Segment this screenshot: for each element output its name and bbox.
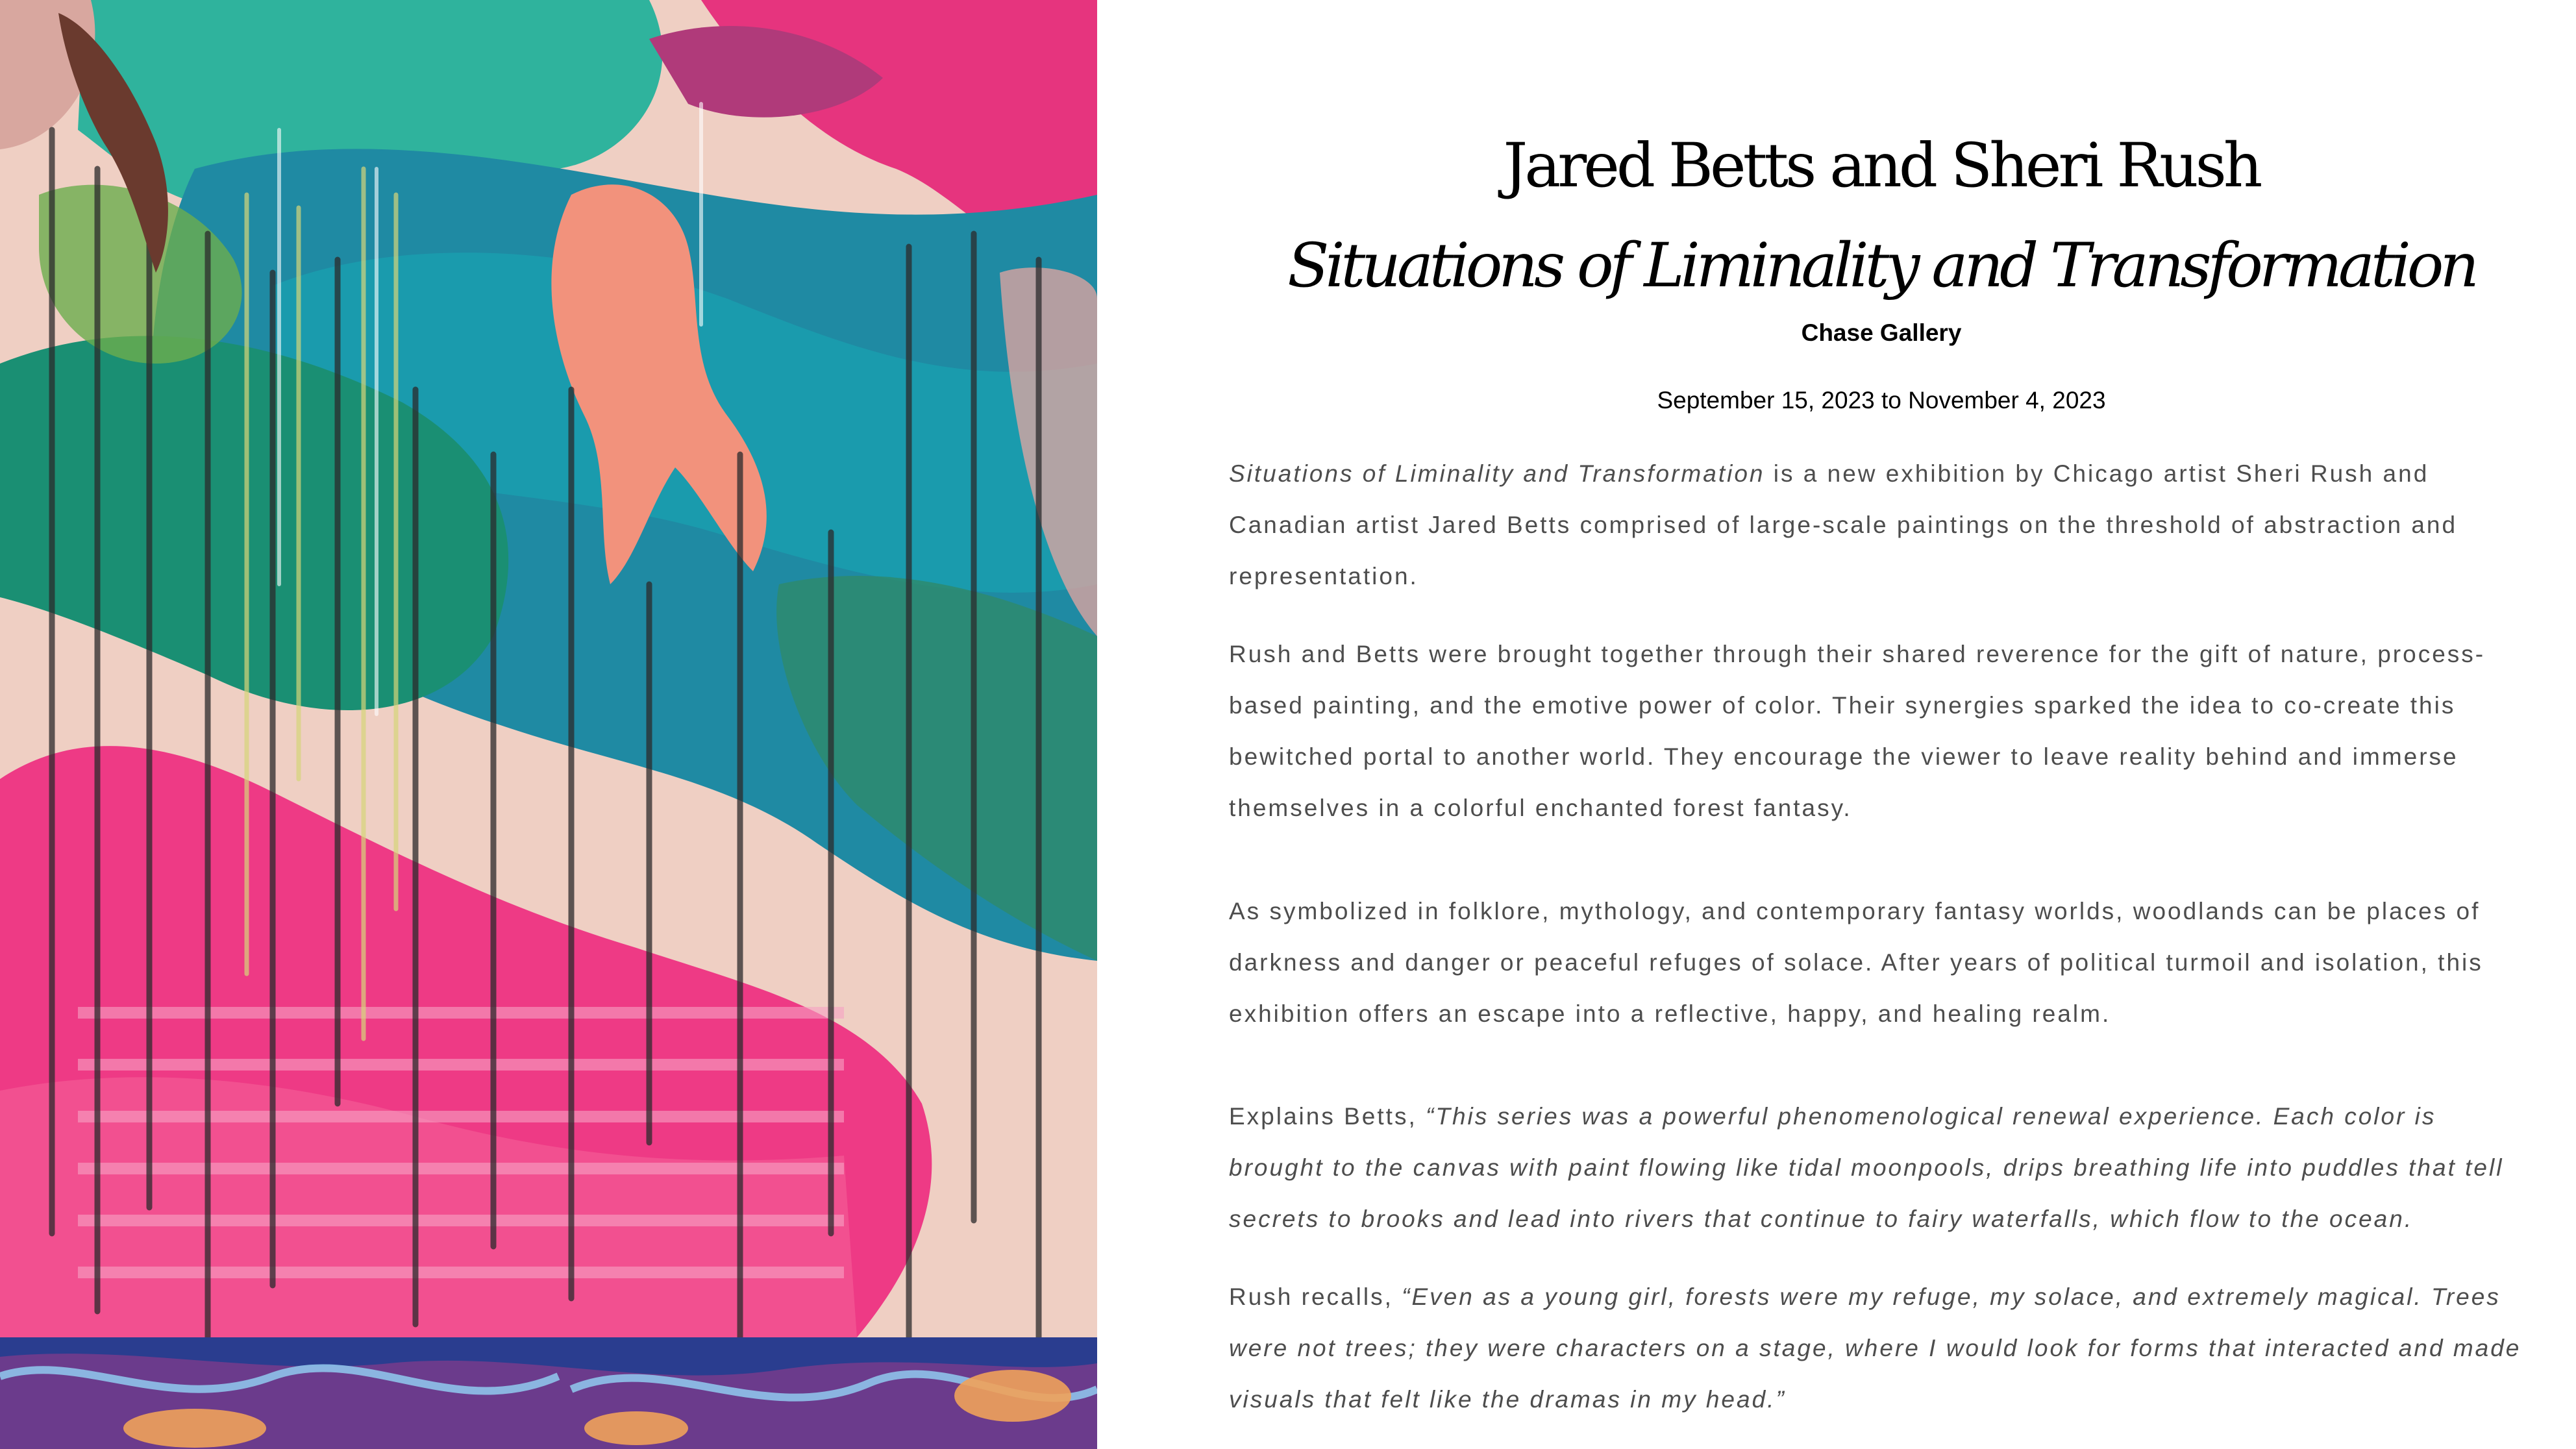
- venue-name: Chase Gallery: [1801, 319, 1962, 346]
- exhibition-dates: September 15, 2023 to November 4, 2023: [1657, 387, 2106, 414]
- collaboration-paragraph: Rush and Betts were brought together through their shared reverence for the gift of nature, process-based painting, and the emotive power of color. Their synergies sparked the idea to co-create this bewitched portal to another world. They encourage the viewer to leave reality behind and immerse themselves in a colorful enchanted forest fantasy.: [1229, 641, 2486, 821]
- betts-quote: “This series was a powerful phenomenological renewal experience. Each color is brought to the canvas with paint flowing like tidal moonpools, drips breathing life into puddles that tell secrets to brooks and lead into rivers that continue to fairy waterfalls, which flow to the ocean.: [1229, 1103, 2504, 1232]
- exhibition-title: Situations of Liminality and Transformation: [1287, 230, 2475, 301]
- intro-text: is a new exhibition by Chicago artist Sheri Rush and Canadian artist Jared Betts comprised of large-scale paintings on the threshold of abstraction and representation.: [1229, 460, 2458, 589]
- rush-quote-lead: Rush recalls,: [1229, 1283, 1402, 1310]
- betts-quote-lead: Explains Betts,: [1229, 1103, 1426, 1130]
- exhibition-details: [1229, 0, 2534, 1449]
- artists-heading: Jared Betts and Sheri Rush: [1503, 130, 2260, 201]
- intro-title: Situations of Liminality and Transformation: [1229, 460, 1765, 487]
- artwork-image: [0, 0, 1097, 1449]
- painting-graphic: [0, 0, 1097, 1449]
- rush-quote: “Even as a young girl, forests were my refuge, my solace, and extremely magical. Trees were not trees; they were characters on a stage, where I would look for forms that interacted and made visuals that felt like the dramas in my head.”: [1229, 1283, 2521, 1413]
- symbolism-paragraph: As symbolized in folklore, mythology, and contemporary fantasy worlds, woodlands can be places of darkness and danger or peaceful refuges of solace. After years of political turmoil and isolation, this exhibition offers an escape into a reflective, happy, and healing realm.: [1229, 898, 2483, 1027]
- betts-quote-paragraph: [1229, 1091, 2534, 1245]
- rush-quote-paragraph: [1229, 1271, 2534, 1425]
- intro-paragraph: [1229, 448, 2534, 602]
